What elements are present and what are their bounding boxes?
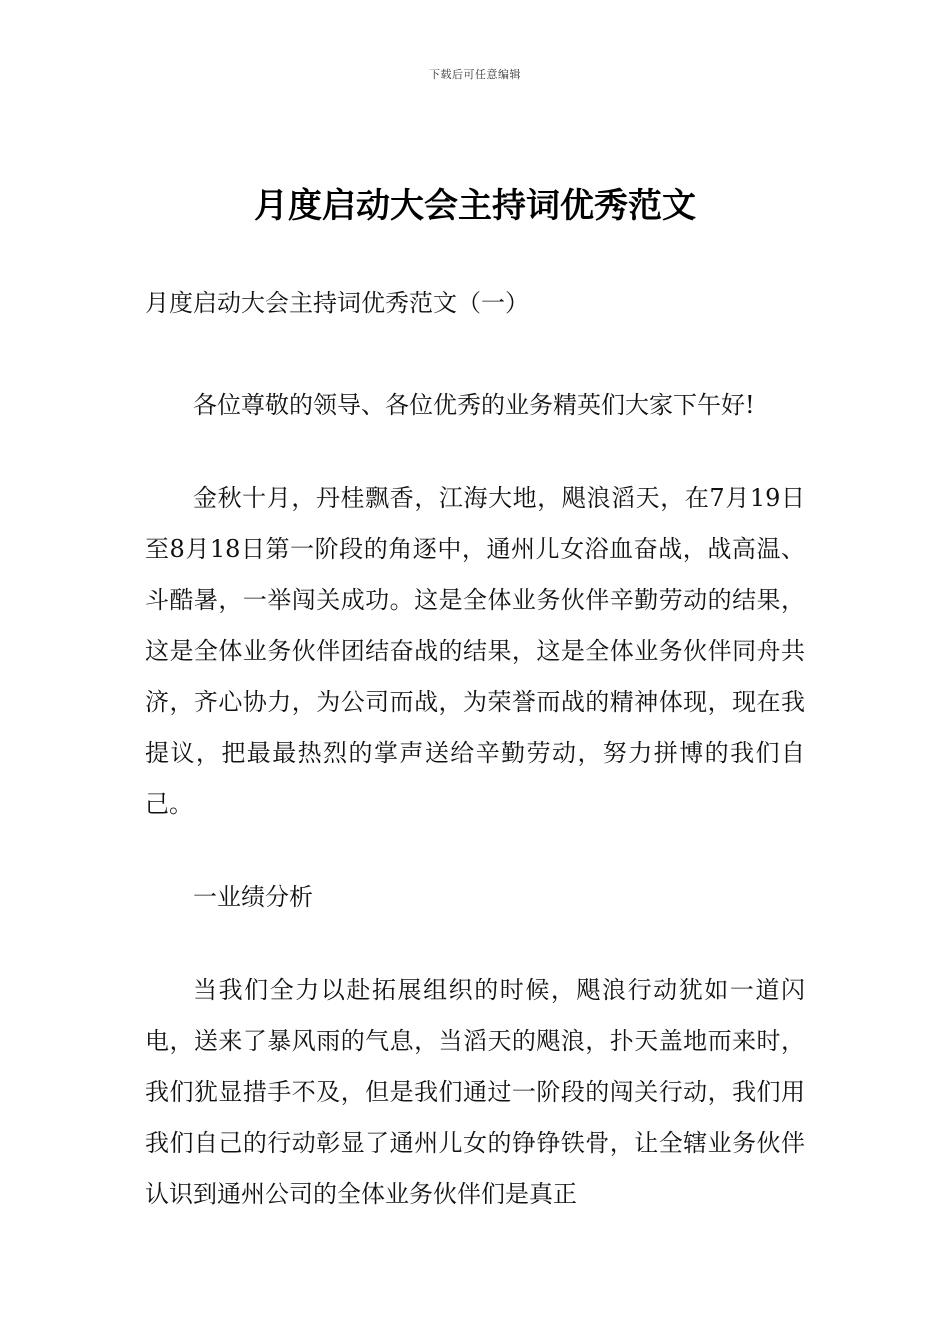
paragraph-opening: 金秋十月，丹桂飘香，江海大地，飓浪滔天，在7月19日至8月18日第一阶段的角逐中，通州儿女浴血奋战，战高温、斗酷暑，一举闯关成功。这是全体业务伙伴辛勤劳动的结果，这是全体业务伙伴团结奋战的结果，这是全体业务伙伴同舟共济，齐心协力，为公司而战，为荣誉而战的精神体现，现在我提议，把最最热烈的掌声送给辛勤劳动，努力拼博的我们自己。	[145, 484, 805, 818]
paragraph-analysis: 当我们全力以赴拓展组织的时候，飓浪行动犹如一道闪电，送来了暴风雨的气息，当滔天的飓浪，扑天盖地而来时，我们犹显措手不及，但是我们通过一阶段的闯关行动，我们用我们自己的行动彰显了通州儿女的铮铮铁骨，让全辖业务伙伴认识到通州公司的全体业务伙伴们是真正	[145, 976, 805, 1208]
header-note: 下载后可任意编辑	[429, 68, 521, 81]
subheading-performance-analysis: 一业绩分析	[193, 883, 313, 911]
document-title: 月度启动大会主持词优秀范文	[254, 186, 696, 226]
document-body	[145, 380, 805, 1220]
section-heading: 月度启动大会主持词优秀范文（一）	[145, 289, 529, 317]
paragraph-greeting: 各位尊敬的领导、各位优秀的业务精英们大家下午好!	[193, 391, 755, 419]
